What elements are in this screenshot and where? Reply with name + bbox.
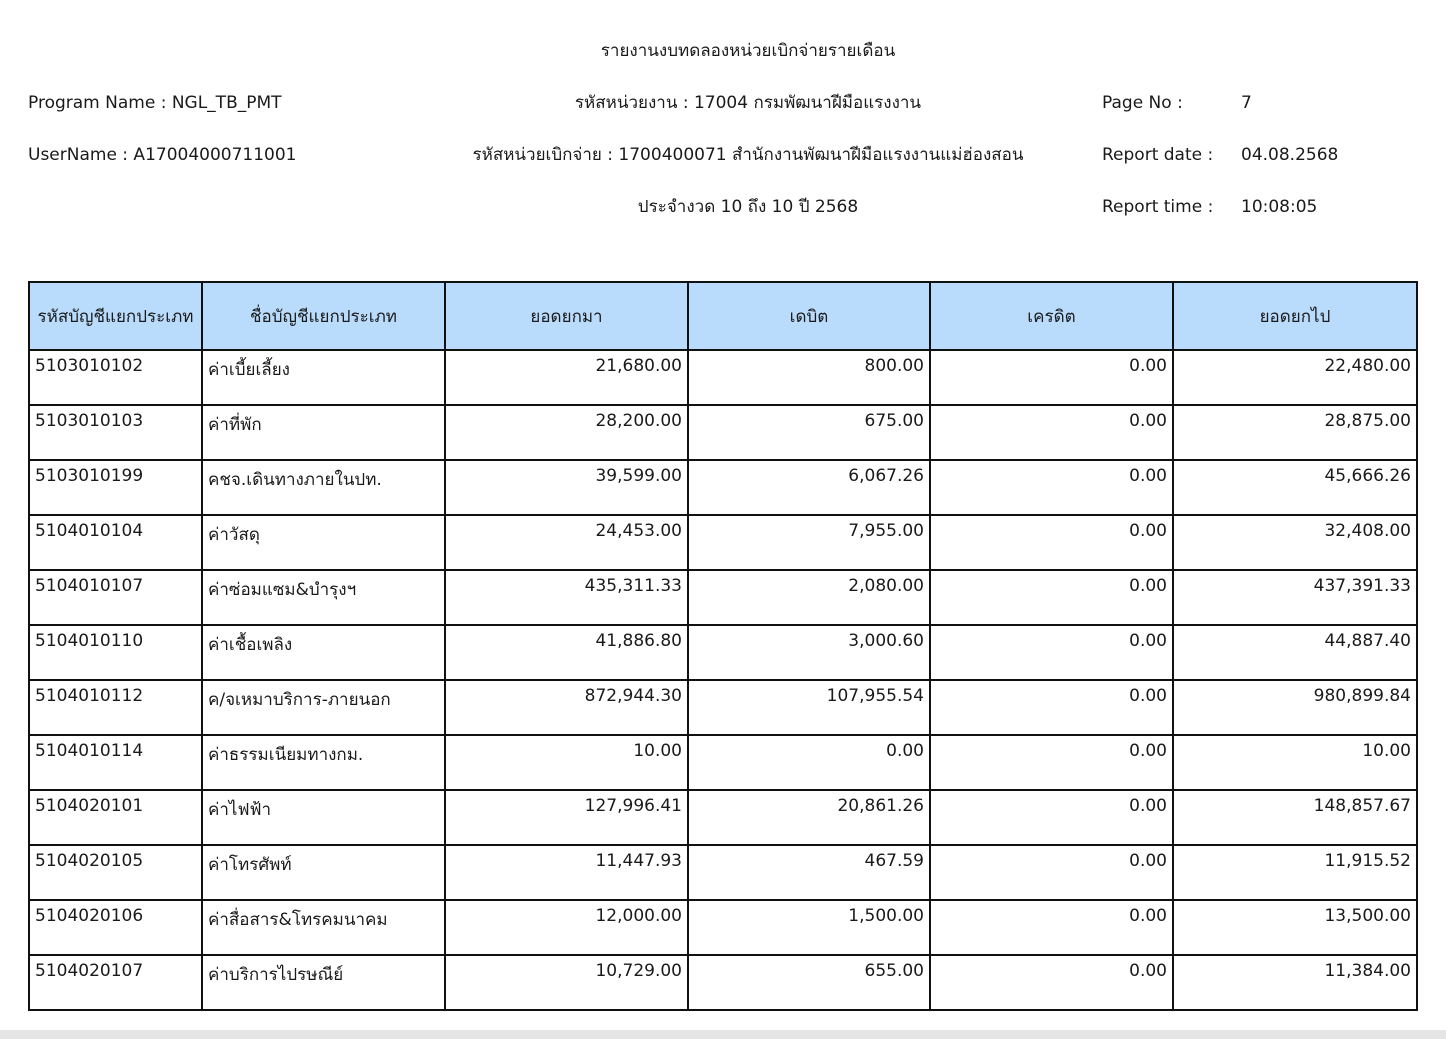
report-period: ประจำงวด 10 ถึง 10 ปี 2568 (637, 197, 859, 217)
cell-account-name: ค/จเหมาบริการ-ภายนอก (202, 680, 445, 735)
cell-account-code: 5104020107 (29, 955, 202, 1010)
cell-balance-forward: 12,000.00 (445, 900, 688, 955)
cell-account-code: 5104010107 (29, 570, 202, 625)
cell-balance-carried: 148,857.67 (1173, 790, 1417, 845)
page-bottom-bar (0, 1030, 1446, 1039)
cell-credit: 0.00 (930, 625, 1173, 680)
trial-balance-table (28, 281, 1418, 1011)
table-header-row (29, 282, 1417, 350)
page-no-label: Page No : (1102, 93, 1183, 113)
header-debit: เดบิต (688, 282, 930, 350)
cell-credit: 0.00 (930, 845, 1173, 900)
disbursing-unit: รหัสหน่วยเบิกจ่าย : 1700400071 สำนักงานพัฒนาฝีมือแรงงานแม่ฮ่องสอน (472, 145, 1024, 165)
cell-balance-carried: 10.00 (1173, 735, 1417, 790)
table-row (29, 405, 1417, 460)
cell-credit: 0.00 (930, 735, 1173, 790)
cell-balance-carried: 28,875.00 (1173, 405, 1417, 460)
table-row (29, 845, 1417, 900)
cell-debit: 20,861.26 (688, 790, 930, 845)
cell-credit: 0.00 (930, 350, 1173, 405)
cell-account-code: 5104020106 (29, 900, 202, 955)
report-date-label: Report date : (1102, 145, 1214, 165)
table-row (29, 570, 1417, 625)
cell-credit: 0.00 (930, 900, 1173, 955)
cell-account-code: 5104010112 (29, 680, 202, 735)
cell-balance-carried: 437,391.33 (1173, 570, 1417, 625)
cell-balance-carried: 44,887.40 (1173, 625, 1417, 680)
cell-balance-carried: 11,915.52 (1173, 845, 1417, 900)
cell-credit: 0.00 (930, 405, 1173, 460)
report-time-value: 10:08:05 (1241, 197, 1318, 217)
cell-balance-forward: 39,599.00 (445, 460, 688, 515)
cell-account-name: คชจ.เดินทางภายในปท. (202, 460, 445, 515)
cell-credit: 0.00 (930, 570, 1173, 625)
cell-account-code: 5104010110 (29, 625, 202, 680)
cell-account-name: ค่าซ่อมแซม&บำรุงฯ (202, 570, 445, 625)
cell-account-code: 5104010104 (29, 515, 202, 570)
report-date-value: 04.08.2568 (1241, 145, 1339, 165)
table-row (29, 680, 1417, 735)
cell-debit: 800.00 (688, 350, 930, 405)
user-name: UserName : A17004000711001 (28, 145, 297, 165)
table-row (29, 625, 1417, 680)
cell-balance-carried: 22,480.00 (1173, 350, 1417, 405)
cell-balance-forward: 41,886.80 (445, 625, 688, 680)
header-account-name: ชื่อบัญชีแยกประเภท (202, 282, 445, 350)
table-row (29, 350, 1417, 405)
cell-credit: 0.00 (930, 460, 1173, 515)
cell-balance-forward: 24,453.00 (445, 515, 688, 570)
cell-balance-forward: 127,996.41 (445, 790, 688, 845)
cell-debit: 107,955.54 (688, 680, 930, 735)
cell-account-name: ค่าธรรมเนียมทางกม. (202, 735, 445, 790)
agency-code: รหัสหน่วยงาน : 17004 กรมพัฒนาฝีมือแรงงาน (574, 93, 922, 113)
table-row (29, 460, 1417, 515)
cell-balance-carried: 980,899.84 (1173, 680, 1417, 735)
cell-balance-carried: 13,500.00 (1173, 900, 1417, 955)
program-name: Program Name : NGL_TB_PMT (28, 93, 282, 113)
cell-debit: 2,080.00 (688, 570, 930, 625)
header-credit: เครดิต (930, 282, 1173, 350)
cell-account-name: ค่าที่พัก (202, 405, 445, 460)
cell-debit: 7,955.00 (688, 515, 930, 570)
cell-debit: 467.59 (688, 845, 930, 900)
table-row (29, 515, 1417, 570)
cell-balance-forward: 11,447.93 (445, 845, 688, 900)
header-account-code: รหัสบัญชีแยกประเภท (29, 282, 202, 350)
cell-account-name: ค่าไฟฟ้า (202, 790, 445, 845)
cell-balance-forward: 10,729.00 (445, 955, 688, 1010)
cell-balance-forward: 435,311.33 (445, 570, 688, 625)
cell-balance-forward: 10.00 (445, 735, 688, 790)
table-row (29, 790, 1417, 845)
cell-account-code: 5103010102 (29, 350, 202, 405)
cell-credit: 0.00 (930, 955, 1173, 1010)
cell-account-code: 5103010103 (29, 405, 202, 460)
cell-account-name: ค่าสื่อสาร&โทรคมนาคม (202, 900, 445, 955)
cell-credit: 0.00 (930, 515, 1173, 570)
cell-debit: 6,067.26 (688, 460, 930, 515)
cell-debit: 3,000.60 (688, 625, 930, 680)
cell-account-name: ค่าเชื้อเพลิง (202, 625, 445, 680)
report-title: รายงานงบทดลองหน่วยเบิกจ่ายรายเดือน (600, 41, 896, 61)
cell-balance-forward: 28,200.00 (445, 405, 688, 460)
cell-balance-carried: 45,666.26 (1173, 460, 1417, 515)
page-no-value: 7 (1241, 93, 1252, 113)
cell-account-name: ค่าวัสดุ (202, 515, 445, 570)
cell-balance-carried: 32,408.00 (1173, 515, 1417, 570)
table-row (29, 735, 1417, 790)
cell-debit: 655.00 (688, 955, 930, 1010)
cell-debit: 675.00 (688, 405, 930, 460)
header-balance-carried: ยอดยกไป (1173, 282, 1417, 350)
cell-account-name: ค่าบริการไปรษณีย์ (202, 955, 445, 1010)
cell-account-code: 5104020101 (29, 790, 202, 845)
cell-account-name: ค่าโทรศัพท์ (202, 845, 445, 900)
cell-balance-forward: 21,680.00 (445, 350, 688, 405)
cell-account-name: ค่าเบี้ยเลี้ยง (202, 350, 445, 405)
report-time-label: Report time : (1102, 197, 1214, 217)
cell-account-code: 5104010114 (29, 735, 202, 790)
cell-account-code: 5103010199 (29, 460, 202, 515)
cell-debit: 0.00 (688, 735, 930, 790)
cell-account-code: 5104020105 (29, 845, 202, 900)
cell-credit: 0.00 (930, 680, 1173, 735)
cell-debit: 1,500.00 (688, 900, 930, 955)
header-balance-forward: ยอดยกมา (445, 282, 688, 350)
cell-credit: 0.00 (930, 790, 1173, 845)
table-row (29, 955, 1417, 1010)
cell-balance-carried: 11,384.00 (1173, 955, 1417, 1010)
cell-balance-forward: 872,944.30 (445, 680, 688, 735)
table-row (29, 900, 1417, 955)
